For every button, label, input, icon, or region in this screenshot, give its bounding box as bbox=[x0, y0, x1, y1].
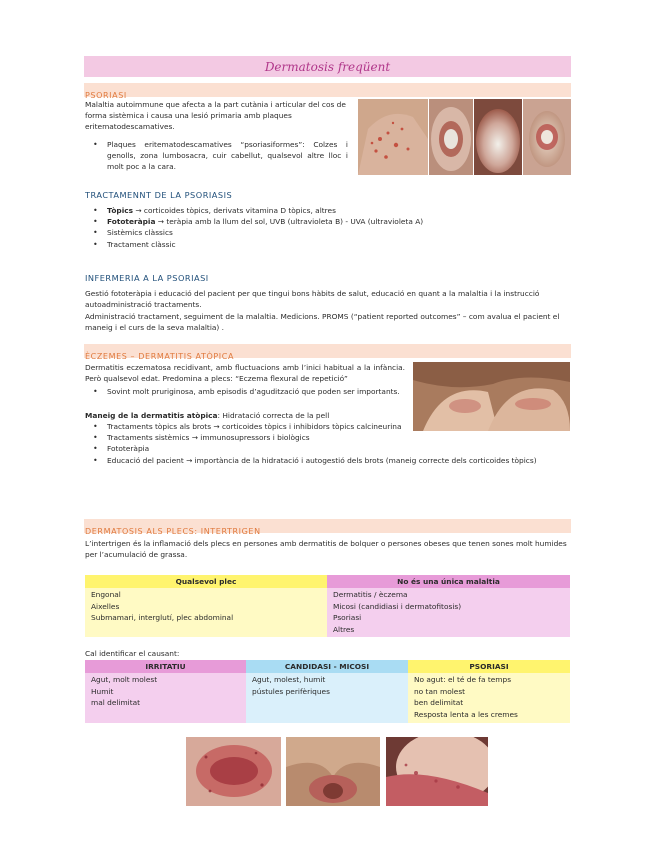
infermeria-heading: INFERMERIA A LA PSORIASI bbox=[85, 273, 209, 283]
section-title: PSORIASI bbox=[85, 91, 127, 100]
psoriasis-photo bbox=[358, 99, 571, 175]
page-title: Dermatosis freqüent bbox=[264, 60, 391, 74]
list-item: • Tractaments tòpics als brots → corticoides tòpics i inhibidors tòpics calcineurina bbox=[85, 421, 427, 432]
list-item: • Tractaments sistèmics → immunosupressors i biològics bbox=[85, 432, 570, 443]
cell-line: Resposta lenta a les cremes bbox=[414, 709, 518, 719]
maneig-bold: Maneig de la dermatitis atòpica bbox=[85, 411, 218, 420]
cell-line: Agut, molt molest bbox=[91, 675, 158, 684]
list-item: • Sovint molt pruriginosa, amb episodis d’agudització que poden ser importants. bbox=[85, 386, 405, 397]
cell-line: Altres bbox=[333, 624, 355, 634]
table-cell bbox=[85, 673, 246, 723]
cell-line: Dermatitis / èczema bbox=[333, 590, 408, 599]
eczemes-intro: Dermatitis eczematosa recidivant, amb fluctuacions amb l’inici habitual a la infància. Però qualsevol edat. Predomina a plecs: “Eczema flexural de repetició” bbox=[85, 363, 405, 384]
title-bar bbox=[84, 56, 571, 77]
list-item bbox=[85, 239, 565, 250]
item-bold: Tòpics bbox=[107, 206, 134, 215]
psoriasi-intro: Malaltia autoimmune que afecta a la part cutània i articular del cos de forma sistèmica i causa una lesió primaria amb plaques eritematodescamatives. bbox=[85, 100, 346, 132]
section-header-intertrigen bbox=[84, 519, 571, 536]
cell-line: Humit bbox=[91, 686, 114, 696]
list-item bbox=[85, 227, 565, 238]
item-bold: Fototeràpia bbox=[107, 217, 156, 227]
intertrigen-intro: L’intertrigen és la inflamació dels plecs en persones amb dermatitis de bolquer o persones obeses que tenen sones molt humides per l’acumulació de grassa. bbox=[85, 539, 567, 560]
item-text: → corticoides tòpics, derivats vitamina D tòpics, altres bbox=[133, 206, 336, 215]
list-item: • Plaques eritematodescamatives “psoriasiformes”: Colzes i genolls, zona lumbosacra, cuir cabellut, qualsevol altre lloc i molt poc a la cara. bbox=[85, 139, 348, 173]
tractament-heading: TRACTAMENNT DE LA PSORIASIS bbox=[85, 190, 233, 200]
list-item: • Educació del pacient → importància de la hidratació i autogestió dels brots (maneig correcte dels corticoides tòpics) bbox=[85, 455, 570, 466]
table-header: No és una única malaltia bbox=[327, 575, 570, 588]
infermeria-p1: Gestió fototeràpia i educació del pacient per que tingui bons hàbits de salut, educació en quant a la malaltia i la instrucció autoadministració tractaments. bbox=[85, 289, 540, 310]
item-text: Sistèmics clàssics bbox=[107, 228, 173, 238]
psoriasi-bullets bbox=[85, 139, 348, 173]
cell-line: pústules perifèriques bbox=[252, 686, 330, 696]
table-cell bbox=[85, 588, 327, 637]
list-item bbox=[85, 216, 565, 227]
intertrigo-photo-2 bbox=[286, 737, 380, 806]
eczema-photo bbox=[413, 362, 570, 431]
list-item bbox=[85, 205, 565, 216]
intertrigo-photo-3 bbox=[386, 737, 488, 806]
section-header-eczemes bbox=[84, 344, 571, 361]
eczemes-bullets bbox=[85, 386, 405, 397]
section-title: DERMATOSIS ALS PLECS: INTERTRIGEN bbox=[85, 527, 261, 536]
maneig-line bbox=[85, 410, 415, 421]
cell-line: Engonal bbox=[91, 590, 121, 599]
cell-line: No agut: el té de fa temps bbox=[414, 675, 512, 684]
section-header-psoriasi bbox=[84, 83, 571, 100]
cell-line: Psoriasi bbox=[333, 613, 362, 623]
cell-line: ben delimitat bbox=[414, 698, 464, 708]
plecs-table bbox=[85, 575, 570, 637]
table-header: PSORIASI bbox=[408, 660, 570, 673]
cell-line: no tan molest bbox=[414, 686, 466, 696]
list-item: • Fototeràpia bbox=[85, 443, 570, 454]
item-text: → teràpia amb la llum del sol, UVB (ultravioleta B) - UVA (ultravioleta A) bbox=[155, 217, 424, 227]
tractament-list bbox=[85, 205, 565, 250]
table-header: Qualsevol plec bbox=[85, 575, 327, 588]
cell-line: Submamari, interglutí, plec abdominal bbox=[91, 613, 234, 623]
cell-line: Aixelles bbox=[91, 601, 120, 611]
cell-line: Micosi (candidiasi i dermatofitosis) bbox=[333, 601, 462, 611]
table-cell bbox=[408, 673, 570, 723]
table-cell bbox=[327, 588, 570, 637]
table-header: CANDIDASI - MICOSI bbox=[246, 660, 408, 673]
cell-line: Agut, molest, humit bbox=[252, 675, 326, 684]
item-text: Tractament clàssic bbox=[107, 239, 176, 249]
section-title: ÈCZEMES – DERMATITIS ATÒPICA bbox=[85, 352, 235, 361]
causant-label: Cal identificar el causant: bbox=[85, 649, 180, 658]
infermeria-p2: Administració tractament, seguiment de la malaltia. Medicions. PROMS (“patient reported outcomes” – com avalua el pacient el maneig i el curs de la seva malaltia) . bbox=[85, 312, 560, 333]
cell-line: mal delimitat bbox=[91, 698, 141, 708]
intertrigo-photo-1 bbox=[186, 737, 281, 806]
table-cell bbox=[246, 673, 408, 723]
maneig-text: : Hidratació correcta de la pell bbox=[217, 411, 330, 420]
causant-table bbox=[85, 660, 570, 723]
table-header: IRRITATIU bbox=[85, 660, 246, 673]
